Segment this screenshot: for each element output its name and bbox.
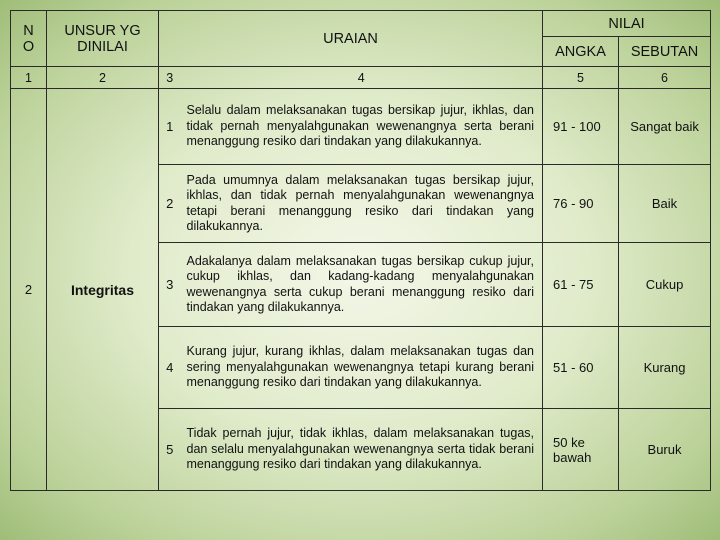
header-uraian: URAIAN xyxy=(159,11,543,67)
row-sub-number: 4 xyxy=(159,327,181,409)
header-no xyxy=(11,11,47,67)
column-number-5: 5 xyxy=(543,67,619,89)
row-angka: 61 - 75 xyxy=(543,243,619,327)
row-angka: 76 - 90 xyxy=(543,165,619,243)
column-number-1: 1 xyxy=(11,67,47,89)
header-no-line2: O xyxy=(22,38,35,55)
row-sebutan: Cukup xyxy=(619,243,711,327)
header-unsur-line2: DINILAI xyxy=(77,38,128,55)
row-uraian: Pada umumnya dalam melaksanakan tugas bersikap jujur, ikhlas, dan tidak pernah menyalahgunakan wewenangnya tetapi berani menanggung resiko dari tindakan yang dilakukannya. xyxy=(181,165,543,243)
column-number-4: 4 xyxy=(181,67,543,89)
table-row xyxy=(11,89,711,165)
row-uraian: Selalu dalam melaksanakan tugas bersikap jujur, ikhlas, dan tidak pernah menyalahgunakan wewenangnya serta berani menanggung resiko dari tindakan yang dilakukannya. xyxy=(181,89,543,165)
row-angka-line1: 50 ke xyxy=(553,434,585,450)
row-angka xyxy=(543,409,619,491)
assessment-table xyxy=(10,10,711,491)
header-nilai: NILAI xyxy=(543,11,711,37)
row-sebutan: Baik xyxy=(619,165,711,243)
row-angka: 51 - 60 xyxy=(543,327,619,409)
column-number-2: 2 xyxy=(47,67,159,89)
header-no-line1: N xyxy=(23,22,34,39)
row-sub-number: 5 xyxy=(159,409,181,491)
row-sub-number: 2 xyxy=(159,165,181,243)
item-unsur: Integritas xyxy=(47,89,159,491)
row-angka-line2: bawah xyxy=(553,449,592,465)
row-sub-number: 1 xyxy=(159,89,181,165)
row-uraian: Adakalanya dalam melaksanakan tugas bersikap cukup jujur, cukup ikhlas, dan kadang-kadang menyalahgunakan wewenangnya serta cukup berani menanggung resiko dari tindakan yang dilakukannya. xyxy=(181,243,543,327)
header-angka: ANGKA xyxy=(543,37,619,67)
row-sebutan: Buruk xyxy=(619,409,711,491)
row-uraian: Tidak pernah jujur, tidak ikhlas, dalam melaksanakan tugas, dan selalu menyalahgunakan wewenangnya serta tidak berani menanggung resiko dari tindakan yang dilakukannya. xyxy=(181,409,543,491)
item-no: 2 xyxy=(11,89,47,491)
header-unsur xyxy=(47,11,159,67)
header-sebutan: SEBUTAN xyxy=(619,37,711,67)
header-unsur-line1: UNSUR YG xyxy=(64,22,141,39)
row-uraian: Kurang jujur, kurang ikhlas, dalam melaksanakan tugas dan sering menyalahgunakan wewenangnya tetapi kurang berani menanggung resiko dari tindakan yang dilakukannya. xyxy=(181,327,543,409)
column-number-3: 3 xyxy=(159,67,181,89)
row-sub-number: 3 xyxy=(159,243,181,327)
row-sebutan: Sangat baik xyxy=(619,89,711,165)
row-sebutan: Kurang xyxy=(619,327,711,409)
row-angka: 91 - 100 xyxy=(543,89,619,165)
assessment-table-frame xyxy=(10,10,710,528)
column-number-6: 6 xyxy=(619,67,711,89)
